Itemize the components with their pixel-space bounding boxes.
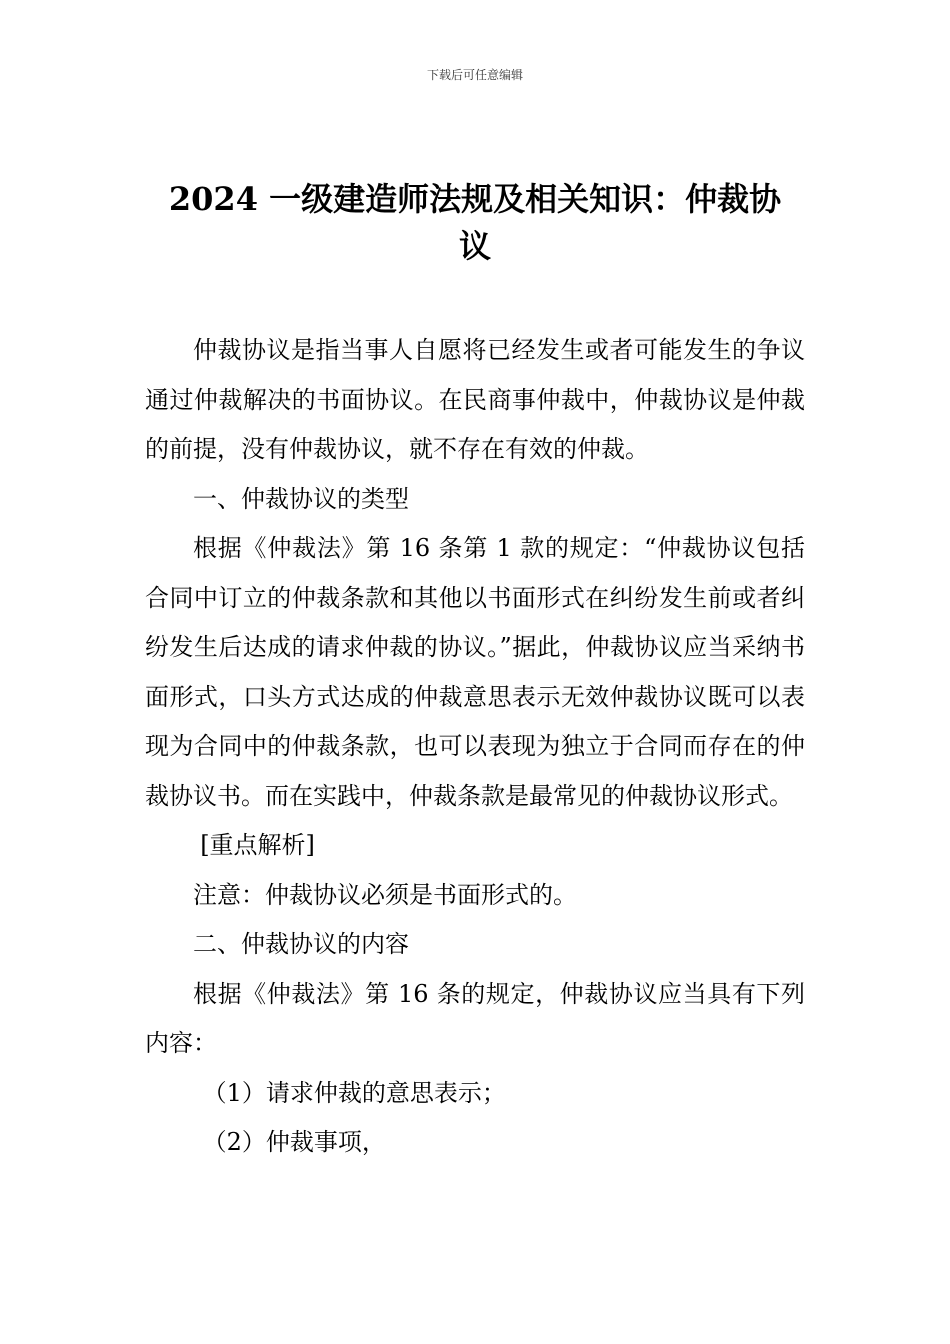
list-item-1: （1）请求仲裁的意思表示； bbox=[202, 1078, 506, 1107]
paragraph-content: 根据《仲裁法》第 16 条的规定，仲裁协议应当具有下列内容： bbox=[145, 979, 805, 1057]
list-item-2: （2）仲裁事项， bbox=[202, 1128, 386, 1156]
title-line-2: 议 bbox=[458, 227, 491, 265]
key-analysis-label: [重点解析] bbox=[200, 831, 315, 859]
paragraph-types: 根据《仲裁法》第 16 条第 1 款的规定：“仲裁协议包括合同中订立的仲裁条款和其他以书面形式在纠纷发生前或者纠纷发生后达成的请求仲裁的协议。”据此，仲裁协议应当采纳书面形式，口头方式达成的仲裁意思表示无效仲裁协议既可以表现为合同中的仲裁条款，也可以表现为独立于合同而存在的仲裁协议书。而在实践中，仲裁条款是最常见的仲裁协议形式。 bbox=[145, 534, 805, 810]
title-line-1: 2024 一级建造师法规及相关知识：仲裁协 bbox=[168, 180, 782, 218]
paragraph-note: 注意：仲裁协议必须是书面形式的。 bbox=[193, 880, 577, 909]
section-heading-types: 一、仲裁协议的类型 bbox=[193, 484, 409, 513]
document-title bbox=[145, 176, 805, 270]
document-body bbox=[145, 326, 805, 1168]
paragraph-intro: 仲裁协议是指当事人自愿将已经发生或者可能发生的争议通过仲裁解决的书面协议。在民商事仲裁中，仲裁协议是仲裁的前提，没有仲裁协议，就不存在有效的仲裁。 bbox=[145, 336, 805, 463]
section-heading-content: 二、仲裁协议的内容 bbox=[193, 930, 409, 958]
header-note: 下载后可任意编辑 bbox=[426, 68, 523, 82]
